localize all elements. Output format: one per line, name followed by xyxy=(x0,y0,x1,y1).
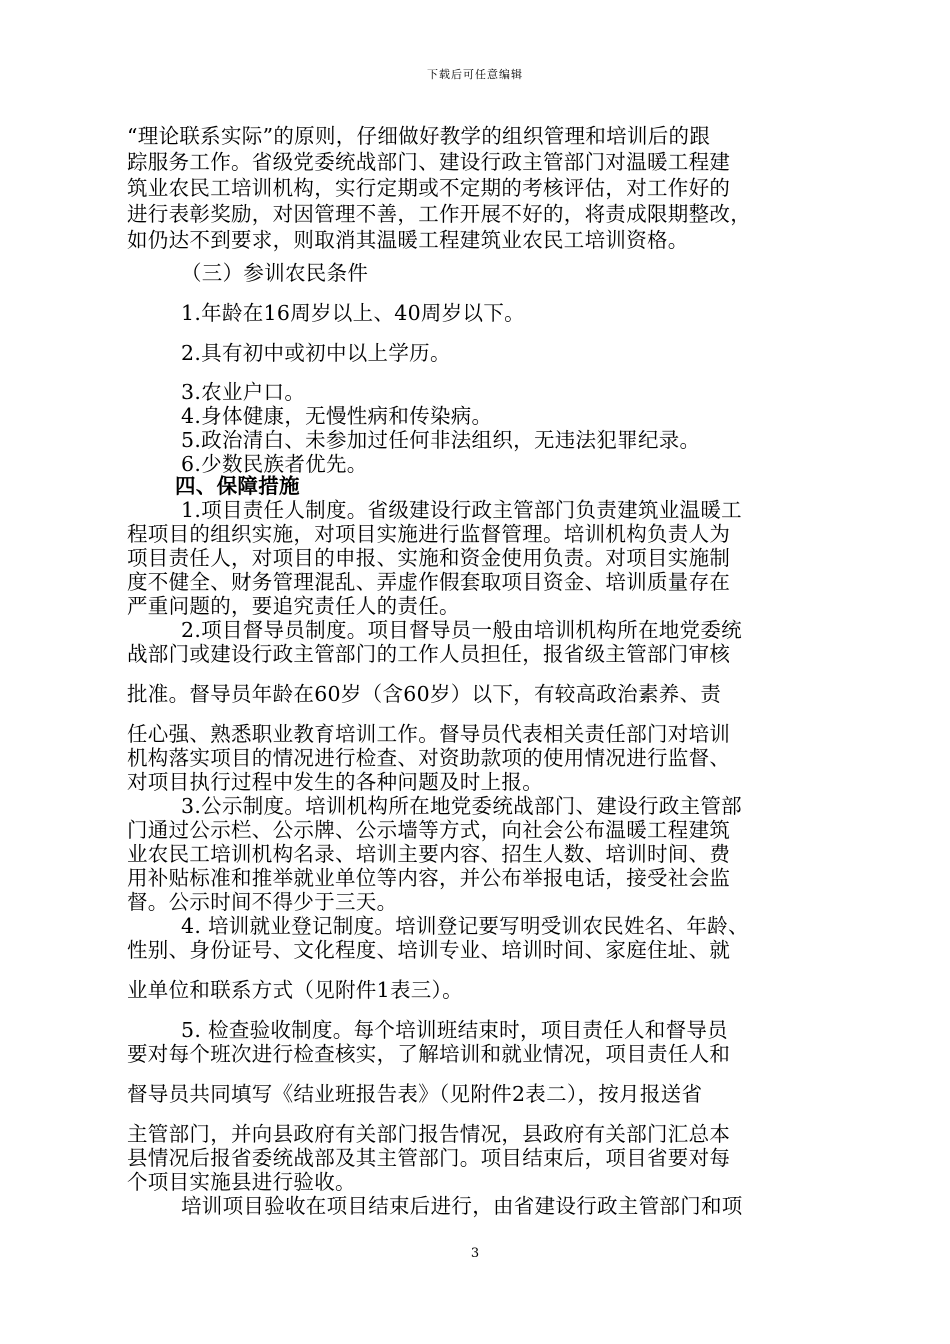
text-line: 进行表彰奖励，对因管理不善，工作开展不好的，将责成限期整改， xyxy=(127,202,751,226)
text-line: 督导员共同填写《结业班报告表》（见附件2表二），按月报送省 xyxy=(127,1082,703,1106)
text-line: 培训项目验收在项目结束后进行，由省建设行政主管部门和项 xyxy=(181,1194,743,1218)
text-line: 战部门或建设行政主管部门的工作人员担任，报省级主管部门审核 xyxy=(127,642,731,666)
text-line: 筑业农民工培训机构，实行定期或不定期的考核评估，对工作好的 xyxy=(127,176,731,200)
text-line: 4. 培训就业登记制度。培训登记要写明受训农民姓名、年龄、 xyxy=(181,914,749,938)
text-line: 县情况后报省委统战部及其主管部门。项目结束后，项目省要对每 xyxy=(127,1146,731,1170)
section-heading: 四、保障措施 xyxy=(175,474,300,498)
text-line: 度不健全、财务管理混乱、弄虚作假套取项目资金、培训质量存在 xyxy=(127,570,731,594)
page-number: 3 xyxy=(470,1246,480,1261)
text-line: 用补贴标准和推举就业单位等内容，并公布举报电话，接受社会监 xyxy=(127,866,731,890)
text-line: 性别、身份证号、文化程度、培训专业、培训时间、家庭住址、就 xyxy=(127,938,731,962)
text-line: 3.公示制度。培训机构所在地党委统战部门、建设行政主管部 xyxy=(181,794,742,818)
text-line: 1.项目责任人制度。省级建设行政主管部门负责建筑业温暖工 xyxy=(181,498,742,522)
text-line: 对项目执行过程中发生的各种问题及时上报。 xyxy=(127,770,543,794)
page-header: 下载后可任意编辑 xyxy=(427,68,523,81)
text-line: 1.年龄在16周岁以上、40周岁以下。 xyxy=(181,301,525,325)
text-line: 3.农业户口。 xyxy=(181,380,306,404)
text-line: 个项目实施县进行验收。 xyxy=(127,1170,356,1194)
text-line: 业单位和联系方式（见附件1表三）。 xyxy=(127,978,463,1002)
text-line: 6.少数民族者优先。 xyxy=(181,452,368,476)
text-line: 门通过公示栏、公示牌、公示墙等方式，向社会公布温暖工程建筑 xyxy=(127,818,731,842)
text-line: 2.项目督导员制度。项目督导员一般由培训机构所在地党委统 xyxy=(181,618,742,642)
text-line: （三）参训农民条件 xyxy=(181,261,369,285)
text-line: 踪服务工作。省级党委统战部门、建设行政主管部门对温暖工程建 xyxy=(127,150,731,174)
text-line: “理论联系实际”的原则，仔细做好教学的组织管理和培训后的跟 xyxy=(127,124,711,148)
text-line: 督。公示时间不得少于三天。 xyxy=(127,890,398,914)
text-line: 业农民工培训机构名录、培训主要内容、招生人数、培训时间、费 xyxy=(127,842,731,866)
text-line: 2.具有初中或初中以上学历。 xyxy=(181,341,451,365)
text-line: 5. 检查验收制度。每个培训班结束时，项目责任人和督导员 xyxy=(181,1018,728,1042)
text-line: 项目责任人，对项目的申报、实施和资金使用负责。对项目实施制 xyxy=(127,546,731,570)
text-line: 5.政治清白、未参加过任何非法组织，无违法犯罪纪录。 xyxy=(181,428,701,452)
text-line: 任心强、熟悉职业教育培训工作。督导员代表相关责任部门对培训 xyxy=(127,722,731,746)
text-line: 如仍达不到要求，则取消其温暖工程建筑业农民工培训资格。 xyxy=(127,228,689,252)
text-line: 批准。督导员年龄在60岁（含60岁）以下，有较高政治素养、责 xyxy=(127,682,722,706)
text-line: 主管部门，并向县政府有关部门报告情况，县政府有关部门汇总本 xyxy=(127,1122,731,1146)
text-line: 严重问题的，要追究责任人的责任。 xyxy=(127,594,460,618)
text-line: 4.身体健康，无慢性病和传染病。 xyxy=(181,404,493,428)
text-line: 程项目的组织实施，对项目实施进行监督管理。培训机构负责人为 xyxy=(127,522,731,546)
text-line: 要对每个班次进行检查核实，了解培训和就业情况，项目责任人和 xyxy=(127,1042,731,1066)
text-line: 机构落实项目的情况进行检查、对资助款项的使用情况进行监督、 xyxy=(127,746,731,770)
